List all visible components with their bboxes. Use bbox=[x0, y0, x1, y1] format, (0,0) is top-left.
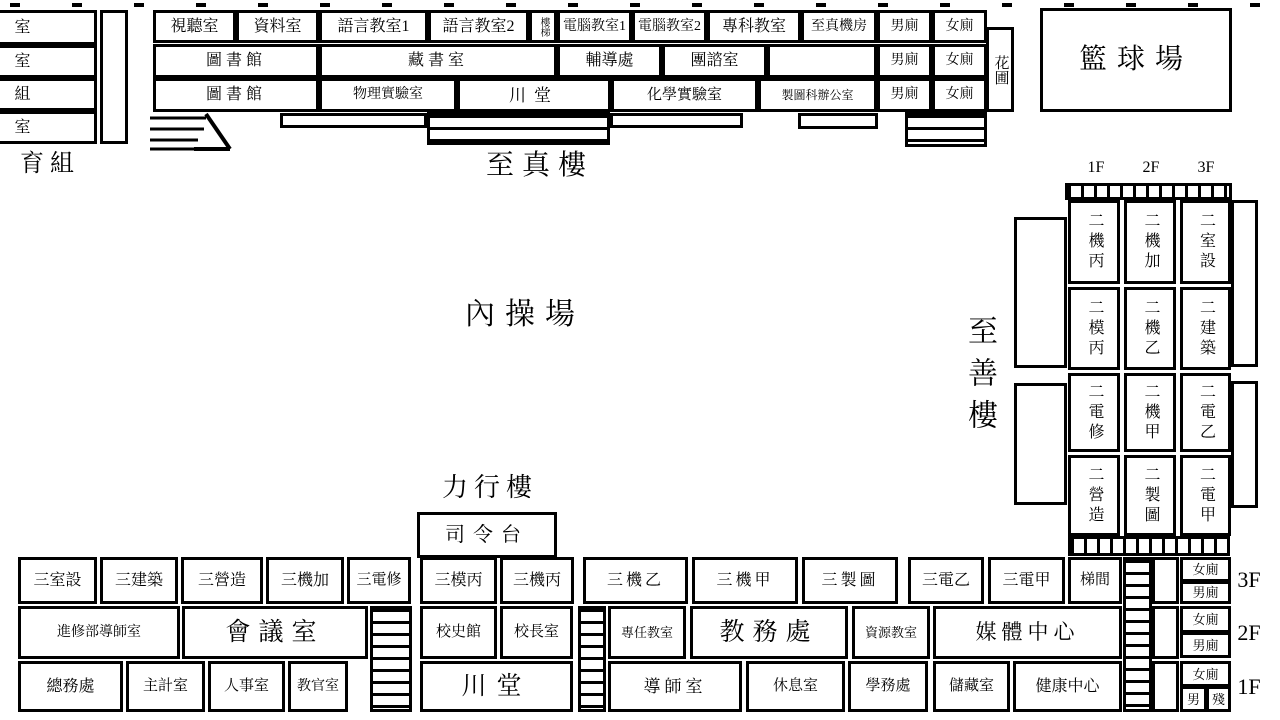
room-cell bbox=[319, 10, 428, 43]
room-label: 梯間 bbox=[1079, 572, 1110, 588]
stairs-hatch bbox=[578, 606, 606, 712]
room-label: 電腦教室2 bbox=[638, 18, 701, 34]
toilet-cell bbox=[932, 44, 987, 78]
room-label: 圖書館 bbox=[205, 52, 266, 69]
room-label: 三電乙 bbox=[921, 571, 970, 589]
room-cell bbox=[1124, 373, 1176, 452]
room-label: 男廁 bbox=[890, 87, 919, 102]
room-label: 殘 bbox=[1211, 691, 1225, 707]
toilet-cell bbox=[932, 78, 987, 112]
room-cell bbox=[457, 78, 611, 112]
floor-label: 1F bbox=[1237, 674, 1261, 699]
room-cell bbox=[18, 557, 97, 604]
room-label: 川堂 bbox=[461, 673, 532, 700]
room-label: 室 bbox=[14, 118, 31, 136]
room-label: 女廁 bbox=[1192, 612, 1219, 627]
room-cell bbox=[420, 557, 497, 604]
room-label: 三機乙 bbox=[606, 571, 664, 589]
building-label-lixing: 力行樓 bbox=[441, 473, 538, 502]
room-cell bbox=[181, 557, 263, 604]
room-label: 女廁 bbox=[1192, 666, 1219, 682]
room-cell bbox=[583, 557, 688, 604]
room-label: 導師室 bbox=[643, 677, 707, 696]
room-label: 二機甲 bbox=[1142, 382, 1159, 443]
toilet-cell bbox=[1180, 661, 1231, 687]
balcony bbox=[1014, 383, 1067, 505]
room-cell bbox=[1180, 455, 1231, 536]
empty-cell bbox=[1152, 606, 1179, 659]
empty-cell bbox=[1152, 557, 1179, 604]
room-label: 至真機房 bbox=[811, 18, 867, 34]
room-label: 三模丙 bbox=[434, 571, 483, 589]
room-cell bbox=[0, 45, 97, 78]
room-cell bbox=[319, 44, 557, 78]
room-label: 二製圖 bbox=[1142, 465, 1159, 526]
room-label: 二建築 bbox=[1197, 298, 1215, 359]
room-cell bbox=[1068, 373, 1120, 452]
building-caption: 育組 bbox=[20, 151, 80, 177]
room-label: 女廁 bbox=[945, 53, 974, 68]
room-label: 三建築 bbox=[114, 571, 163, 589]
room-cell bbox=[1124, 455, 1176, 536]
room-label: 藏書室 bbox=[407, 52, 468, 69]
room-label: 視聽室 bbox=[170, 17, 219, 35]
room-cell bbox=[18, 606, 180, 659]
room-cell bbox=[690, 606, 848, 659]
room-cell bbox=[1124, 200, 1176, 284]
room-label: 資料室 bbox=[253, 17, 302, 35]
toilet-cell bbox=[877, 10, 932, 43]
room-cell bbox=[632, 10, 707, 43]
room-label: 三機加 bbox=[280, 571, 329, 589]
walkway bbox=[610, 113, 743, 128]
building-label-zhizhen: 至真樓 bbox=[485, 150, 594, 181]
room-label: 三電修 bbox=[356, 572, 402, 588]
room-cell bbox=[0, 78, 97, 111]
room-label: 二營造 bbox=[1086, 465, 1103, 526]
floor-header: 1F bbox=[1087, 158, 1105, 176]
corridor-strip bbox=[100, 10, 128, 144]
room-cell bbox=[557, 10, 632, 43]
balcony bbox=[1231, 200, 1258, 367]
room-cell bbox=[611, 78, 758, 112]
room-label: 三電甲 bbox=[1002, 571, 1051, 589]
room-label: 資源教室 bbox=[864, 625, 917, 640]
room-cell bbox=[557, 44, 662, 78]
room-cell bbox=[0, 10, 97, 45]
room-label: 人事室 bbox=[223, 678, 269, 694]
room-cell bbox=[428, 10, 529, 43]
room-label: 男廁 bbox=[890, 53, 919, 68]
room-cell bbox=[100, 557, 178, 604]
room-cell bbox=[1124, 287, 1176, 370]
room-label: 語言教室2 bbox=[442, 17, 515, 35]
room-cell bbox=[288, 661, 348, 712]
corridor-hatch bbox=[1068, 536, 1230, 556]
room-cell bbox=[208, 661, 285, 712]
stairs-hatch bbox=[427, 112, 610, 145]
room-label: 學務處 bbox=[865, 678, 911, 694]
room-cell bbox=[848, 661, 928, 712]
basketball-court-label: 籃球場 bbox=[1078, 44, 1193, 75]
room-label: 室 bbox=[14, 18, 31, 36]
stairs-hatch bbox=[1123, 557, 1152, 712]
room-label: 教務處 bbox=[719, 619, 819, 646]
room-cell bbox=[18, 661, 123, 712]
room-label: 女廁 bbox=[945, 87, 974, 102]
room-label: 輔導處 bbox=[585, 52, 634, 69]
podium bbox=[417, 512, 557, 558]
room-label: 休息室 bbox=[772, 678, 818, 694]
room-cell bbox=[420, 661, 573, 712]
toilet-cell bbox=[1180, 686, 1207, 712]
room-cell bbox=[746, 661, 845, 712]
walkway bbox=[280, 113, 427, 128]
room-label: 男廁 bbox=[1192, 637, 1219, 653]
room-cell bbox=[933, 661, 1010, 712]
room-label: 二機加 bbox=[1142, 212, 1159, 272]
room-label: 二機丙 bbox=[1086, 212, 1103, 272]
building-label-zhishan: 至善樓 bbox=[963, 315, 996, 441]
flower-bed-label: 花圃 bbox=[992, 54, 1009, 85]
playground-label: 內操場 bbox=[465, 298, 585, 331]
room-label: 樓梯 bbox=[538, 16, 549, 37]
room-label: 校長室 bbox=[513, 624, 559, 640]
toilet-cell bbox=[1180, 632, 1231, 658]
room-cell bbox=[236, 10, 319, 43]
stairwell-cell bbox=[529, 10, 557, 43]
room-cell bbox=[1068, 455, 1120, 536]
stairs-ramp bbox=[148, 110, 234, 152]
toilet-cell bbox=[1180, 581, 1231, 604]
empty-cell bbox=[767, 44, 877, 78]
stairs-hatch bbox=[370, 606, 412, 712]
room-cell bbox=[126, 661, 205, 712]
basketball-court bbox=[1040, 8, 1232, 112]
room-label: 健康中心 bbox=[1035, 677, 1100, 695]
room-label: 川堂 bbox=[509, 85, 559, 105]
balcony bbox=[1231, 381, 1258, 508]
room-label: 男廁 bbox=[1192, 585, 1219, 600]
empty-cell bbox=[1152, 661, 1179, 712]
room-label: 圖書館 bbox=[205, 86, 266, 103]
room-cell bbox=[802, 557, 898, 604]
room-label: 電腦教室1 bbox=[563, 18, 626, 34]
room-label: 物理實驗室 bbox=[353, 87, 423, 102]
room-label: 二機乙 bbox=[1142, 298, 1159, 359]
room-cell bbox=[182, 606, 368, 659]
room-cell bbox=[319, 78, 457, 112]
room-label: 校史館 bbox=[435, 624, 481, 640]
room-cell bbox=[1180, 287, 1231, 370]
room-cell bbox=[1068, 287, 1120, 370]
room-cell bbox=[1180, 200, 1231, 284]
stairwell-cell bbox=[1068, 557, 1122, 604]
toilet-cell bbox=[1180, 606, 1231, 633]
floor-label: 2F bbox=[1237, 620, 1261, 645]
room-cell bbox=[1180, 373, 1231, 452]
room-cell bbox=[347, 557, 411, 604]
stairs-hatch bbox=[905, 112, 987, 147]
room-label: 二電甲 bbox=[1197, 465, 1215, 526]
room-label: 儲藏室 bbox=[948, 678, 994, 694]
room-cell bbox=[153, 78, 319, 112]
room-label: 會議室 bbox=[225, 619, 325, 646]
walkway bbox=[798, 113, 878, 129]
corridor-hatch bbox=[1065, 183, 1232, 200]
floor-header: 2F bbox=[1142, 158, 1160, 176]
room-label: 專科教室 bbox=[721, 17, 786, 35]
floor-header: 3F bbox=[1197, 158, 1215, 176]
toilet-cell bbox=[1180, 557, 1231, 582]
room-label: 二模丙 bbox=[1086, 298, 1103, 359]
room-label: 三室設 bbox=[33, 571, 82, 589]
room-cell bbox=[0, 111, 97, 144]
room-label: 專任教室 bbox=[620, 625, 673, 640]
room-label: 三機甲 bbox=[716, 571, 774, 589]
room-label: 教官室 bbox=[297, 678, 339, 694]
room-label: 男廁 bbox=[890, 18, 919, 34]
room-cell bbox=[908, 557, 984, 604]
room-cell bbox=[707, 10, 801, 43]
room-label: 三製圖 bbox=[821, 571, 879, 589]
toilet-cell bbox=[932, 10, 987, 43]
room-cell bbox=[1068, 200, 1120, 284]
room-label: 語言教室1 bbox=[337, 17, 410, 35]
room-label: 化學實驗室 bbox=[646, 86, 722, 103]
room-label: 組 bbox=[14, 85, 31, 103]
room-label: 三機丙 bbox=[512, 571, 561, 589]
room-cell bbox=[500, 606, 573, 659]
room-cell bbox=[801, 10, 877, 43]
room-label: 室 bbox=[14, 52, 31, 70]
room-cell bbox=[692, 557, 798, 604]
boundary-dashes bbox=[10, 3, 1280, 7]
toilet-cell bbox=[1206, 686, 1231, 712]
room-label: 總務處 bbox=[46, 677, 95, 695]
room-cell bbox=[758, 78, 877, 112]
room-label: 進修部導師室 bbox=[57, 624, 141, 640]
room-label: 製圖科辦公室 bbox=[781, 88, 854, 102]
room-label: 三營造 bbox=[197, 571, 246, 589]
room-cell bbox=[608, 606, 686, 659]
room-cell bbox=[988, 557, 1065, 604]
room-label: 女廁 bbox=[945, 18, 974, 34]
room-label: 二電乙 bbox=[1197, 382, 1215, 443]
room-cell bbox=[852, 606, 930, 659]
flower-bed bbox=[986, 27, 1014, 112]
room-label: 主計室 bbox=[142, 678, 188, 694]
room-cell bbox=[153, 10, 236, 43]
balcony bbox=[1014, 217, 1067, 368]
room-label: 二室設 bbox=[1197, 212, 1215, 272]
room-cell bbox=[662, 44, 767, 78]
room-cell bbox=[153, 44, 319, 78]
podium-label: 司令台 bbox=[445, 524, 529, 546]
room-label: 男 bbox=[1186, 691, 1200, 707]
room-label: 二電修 bbox=[1086, 382, 1103, 443]
toilet-cell bbox=[877, 44, 932, 78]
room-cell bbox=[266, 557, 344, 604]
room-cell bbox=[500, 557, 574, 604]
room-label: 女廁 bbox=[1192, 562, 1219, 577]
room-cell bbox=[1013, 661, 1122, 712]
room-label: 媒體中心 bbox=[975, 620, 1080, 644]
room-cell bbox=[608, 661, 742, 712]
room-cell bbox=[420, 606, 497, 659]
toilet-cell bbox=[877, 78, 932, 112]
room-label: 團諮室 bbox=[690, 52, 739, 69]
room-cell bbox=[933, 606, 1122, 659]
floor-label: 3F bbox=[1237, 567, 1261, 592]
